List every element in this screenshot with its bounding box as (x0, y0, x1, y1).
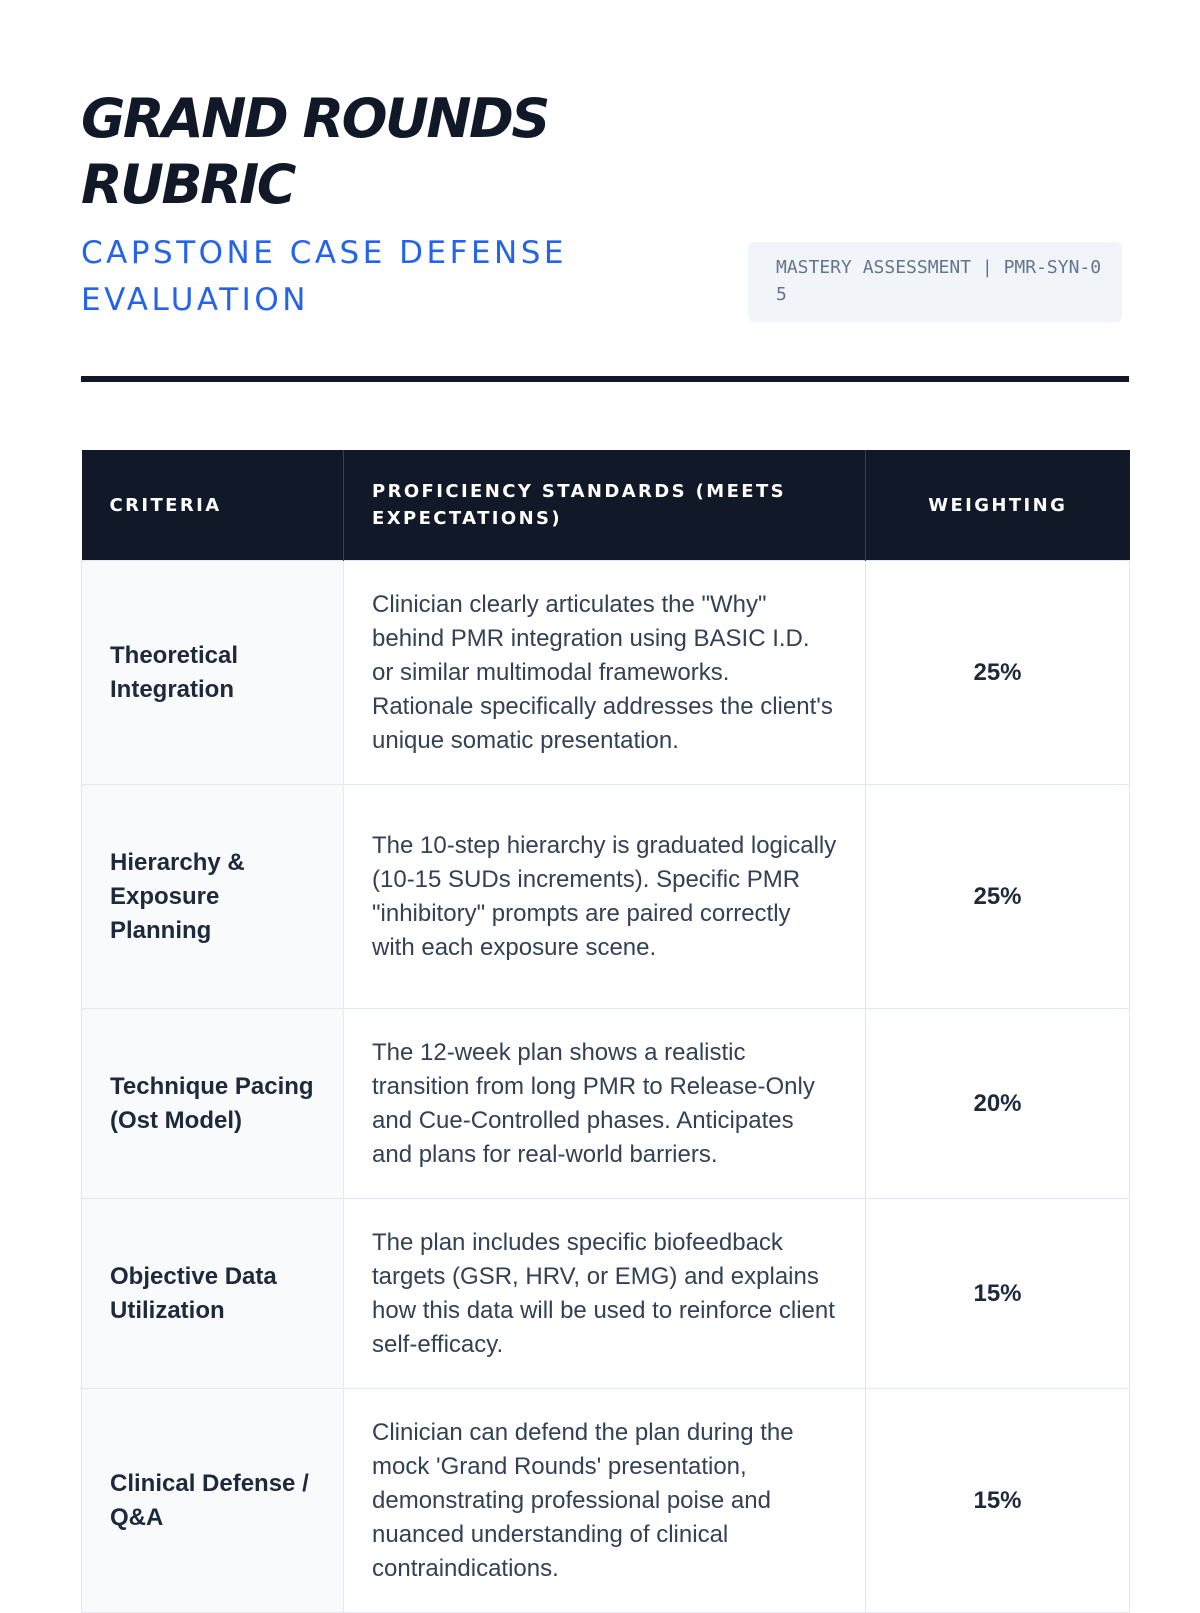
table-row (82, 1389, 1130, 1613)
table-header-row (82, 450, 1130, 561)
table-row (82, 561, 1130, 785)
weight-cell: 25% (866, 785, 1130, 1009)
criterion-cell: Technique Pacing (Ost Model) (82, 1009, 344, 1199)
weight-cell: 15% (866, 1199, 1130, 1389)
table-row (82, 785, 1130, 1009)
rubric-table (81, 450, 1130, 1613)
standard-cell: The 10-step hierarchy is graduated logically (10-15 SUDs increments). Specific PMR "inhibitory" prompts are paired correctly with each exposure scene. (344, 785, 866, 1009)
criterion-cell: Hierarchy & Exposure Planning (82, 785, 344, 1009)
assessment-badge: MASTERY ASSESSMENT | PMR-SYN-05 (748, 242, 1122, 322)
column-header-standards: PROFICIENCY STANDARDS (MEETS EXPECTATIONS) (344, 450, 866, 561)
criterion-cell: Theoretical Integration (82, 561, 344, 785)
page-title: GRAND ROUNDS RUBRIC (81, 87, 548, 216)
table-row (82, 1009, 1130, 1199)
table-row (82, 1199, 1130, 1389)
weight-cell: 15% (866, 1389, 1130, 1613)
standard-cell: Clinician clearly articulates the "Why" behind PMR integration using BASIC I.D. or similar multimodal frameworks. Rationale specifically addresses the client's unique somatic presentation. (344, 561, 866, 785)
criterion-cell: Clinical Defense / Q&A (82, 1389, 344, 1613)
column-header-criteria: CRITERIA (82, 450, 344, 561)
standard-cell: The plan includes specific biofeedback targets (GSR, HRV, or EMG) and explains how this data will be used to reinforce client self-efficacy. (344, 1199, 866, 1389)
standard-cell: The 12-week plan shows a realistic transition from long PMR to Release-Only and Cue-Controlled phases. Anticipates and plans for real-world barriers. (344, 1009, 866, 1199)
standard-cell: Clinician can defend the plan during the mock 'Grand Rounds' presentation, demonstrating professional poise and nuanced understanding of clinical contraindications. (344, 1389, 866, 1613)
criterion-cell: Objective Data Utilization (82, 1199, 344, 1389)
page-subtitle: CAPSTONE CASE DEFENSE EVALUATION (81, 235, 567, 318)
weight-cell: 20% (866, 1009, 1130, 1199)
weight-cell: 25% (866, 561, 1130, 785)
column-header-weighting: WEIGHTING (866, 450, 1130, 561)
header-divider (81, 376, 1129, 382)
